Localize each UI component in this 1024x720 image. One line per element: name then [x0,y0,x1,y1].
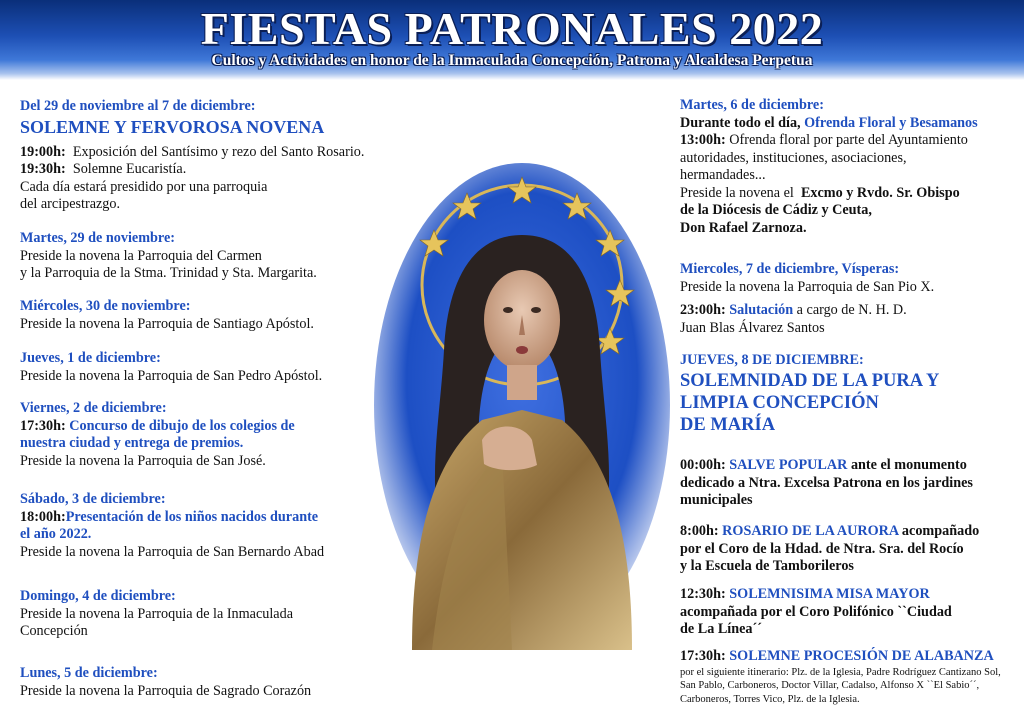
novena-line: 19:30h: Solemne Eucaristía. [20,161,187,177]
salutacion-line: 23:00h: Salutación a cargo de N. H. D. [680,302,907,318]
day-line: Preside la novena la Parroquia de Sagrado Corazón [20,682,312,699]
day-event: nuestra ciudad y entrega de premios. [20,435,244,451]
tue6-block [680,97,1020,237]
day-line: Preside la novena la Parroquia de San Pedro Apóstol. [20,367,323,384]
novena-note: Cada día estará presidido por una parroquia [20,178,268,195]
novena-range: Del 29 de noviembre al 7 de diciembre: [20,98,256,114]
wed7-block [680,261,1020,337]
event-rosario: 8:00h: ROSARIO DE LA AURORA acompañado por el Coro de la Hdad. de Ntra. Sra. del Rocío y la Escuela de Tamborileros [680,523,980,574]
person-line: Juan Blas Álvarez Santos [680,319,825,336]
day-date: Miercoles, 7 de diciembre, Vísperas: [680,261,900,277]
day-block [20,350,380,385]
route-line: Carboneros, Torres Vico, Plz. de la Iglesia. [680,693,860,705]
header-banner [0,0,1024,80]
day-line: Concepción [20,623,88,639]
day-event: el año 2022. [20,526,92,542]
ofrenda-line: 13:00h: Ofrenda floral por parte del Ayuntamiento [680,132,968,148]
solemnity-title: SOLEMNIDAD DE LA PURA Y [680,370,940,391]
ofrenda-line: hermandades... [680,167,766,183]
ofrenda-line: autoridades, instituciones, asociaciones, [680,149,907,166]
thu8-block [680,352,1020,436]
day-block [20,491,380,561]
novena-line: 19:00h: Exposición del Santísimo y rezo del Santo Rosario. [20,143,365,160]
day-date: Martes, 6 de diciembre: [680,97,824,113]
solemnity-title: DE MARÍA [680,414,776,435]
day-line: Preside la novena la Parroquia de San José. [20,452,266,469]
virgin-illustration [372,160,672,650]
event-salve: 00:00h: SALVE POPULAR ante el monumento dedicado a Ntra. Excelsa Patrona en los jardines municipales [680,457,973,508]
day-date: Domingo, 4 de diciembre: [20,588,176,604]
novena-note: del arcipestrazgo. [20,196,121,212]
preside-line: Don Rafael Zarnoza. [680,219,807,236]
day-block [20,230,380,283]
day-date: Miércoles, 30 de noviembre: [20,298,191,314]
day-block [20,298,380,333]
day-line: Preside la novena la Parroquia de San Pio X. [680,278,935,295]
route-line: San Pablo, Carboneros, Doctor Villar, Cadalso, Alfonso X ``El Sabio´´, [680,680,980,691]
preside-line: Preside la novena el Excmo y Rvdo. Sr. Obispo [680,184,960,201]
day-block [20,400,380,470]
page-subtitle: Cultos y Actividades en honor de la Inmaculada Concepción, Patrona y Alcaldesa Perpetua [211,52,813,69]
day-line: Preside la novena la Parroquia del Carmen [20,247,262,264]
novena-section [20,98,380,214]
solemnity-title: LIMPIA CONCEPCIÓN [680,392,879,413]
day-date: Lunes, 5 de diciembre: [20,665,158,681]
day-date: Jueves, 1 de diciembre: [20,350,161,366]
page-title: FIESTAS PATRONALES 2022 [200,3,824,54]
day-block [20,588,380,641]
day-block [20,665,380,700]
day-line: Preside la novena la Parroquia de Santiago Apóstol. [20,315,314,332]
day-event: 17:30h: Concurso de dibujo de los colegios de [20,417,295,434]
route-line: por el siguiente itinerario: Plz. de la Iglesia, Padre Rodríguez Cantizano Sol, [680,666,1001,678]
day-event: 18:00h:Presentación de los niños nacidos durante [20,508,319,525]
preside-line: de la Diócesis de Cádiz y Ceuta, [680,202,872,218]
novena-title: SOLEMNE Y FERVOROSA NOVENA [20,116,325,137]
virgin-image [372,160,672,650]
event-procesion: 17:30h: SOLEMNE PROCESIÓN DE ALABANZA por el siguiente itinerario: Plz. de la Iglesia, Padre Rodríguez Cantizano Sol, San Pablo, Carboneros, Doctor Villar, Cadalso, Alfonso X ``El Sabio´´, Carboneros, Torres Vico, Plz. de la Iglesia. [680,648,1020,706]
day-date: JUEVES, 8 DE DICIEMBRE: [680,352,864,368]
day-line: Preside la novena la Parroquia de San Bernardo Abad [20,543,325,560]
event-misa: 12:30h: SOLEMNISIMA MISA MAYOR acompañada por el Coro Polifónico ``Ciudad de La Línea´´ [680,586,952,637]
day-date: Sábado, 3 de diciembre: [20,491,166,507]
day-date: Martes, 29 de noviembre: [20,230,175,246]
day-line: Preside la novena la Parroquia de la Inmaculada [20,605,293,622]
allday-line: Durante todo el día, Ofrenda Floral y Besamanos [680,114,978,131]
day-date: Viernes, 2 de diciembre: [20,400,167,416]
day-line: y la Parroquia de la Stma. Trinidad y Sta. Margarita. [20,265,317,281]
